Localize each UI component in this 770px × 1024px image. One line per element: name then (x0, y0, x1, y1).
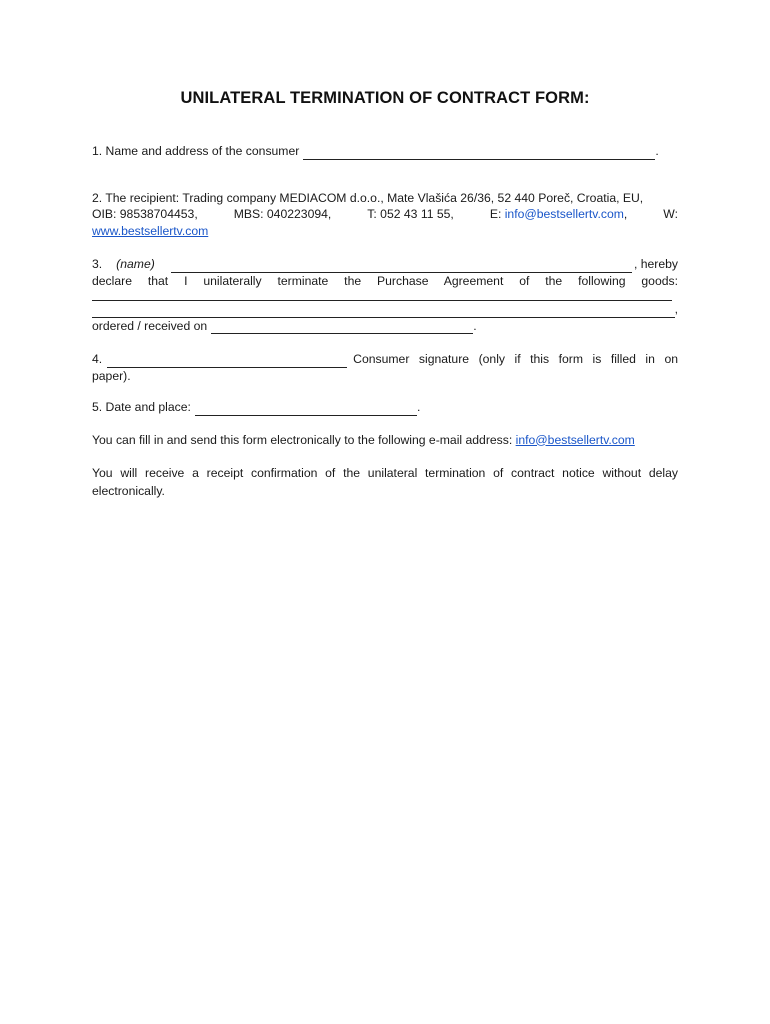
item-3-declaration (92, 256, 678, 334)
web-prefix: W: (663, 207, 678, 221)
website-link[interactable]: www.bestsellertv.com (92, 223, 209, 238)
ordered-line: ordered / received on . (92, 318, 477, 333)
recipient-line-1: 2. The recipient: Trading company MEDIACOM d.o.o., Mate Vlašića 26/36, 52 440 Poreč, Croatia, EU, (92, 190, 644, 205)
signature-line-2: paper). (92, 368, 131, 383)
item-4-signature (92, 351, 678, 384)
signature-line-1: 4. Consumer signature (only if this form is filled in on (92, 352, 678, 366)
item-5-date-place: 5. Date and place: . (92, 400, 421, 414)
declaration-line-2: declare that I unilaterally terminate the Purchase Agreement of the following goods: (92, 273, 678, 288)
ordered-date-blank[interactable] (211, 322, 473, 334)
goods-blank-1[interactable] (92, 289, 672, 301)
signature-blank[interactable] (107, 356, 347, 368)
email-link[interactable]: info@bestsellertv.com (504, 207, 624, 221)
phone: T: 052 43 11 55, (367, 207, 454, 221)
item-2-recipient (92, 190, 678, 240)
goods-blank-2[interactable] (92, 306, 675, 318)
signature-text: Consumer signature (only if this form is filled in on (353, 352, 678, 366)
ordered-label: ordered / received on (92, 318, 208, 333)
goods-line-2: , (92, 301, 678, 318)
note-receipt-confirmation: You will receive a receipt confirmation of the unilateral termination of contract notice without delay electronically. (92, 466, 678, 498)
date-place-blank[interactable] (195, 404, 417, 416)
submission-email-link[interactable]: info@bestsellertv.com (515, 432, 635, 447)
oib: OIB: 98538704453, (92, 207, 198, 221)
date-place-label: 5. Date and place: (92, 400, 191, 414)
form-body (92, 143, 678, 500)
email-group: E: info@bestsellertv.com, (489, 207, 628, 221)
item-1-consumer-name: 1. Name and address of the consumer . (92, 144, 659, 158)
name-address-blank[interactable] (303, 148, 655, 160)
note-electronic-submission: You can fill in and send this form electronically to the following e-mail address: info@bestsellertv.com (92, 432, 635, 447)
declaration-line-1: 3. (name) , hereby (92, 257, 678, 271)
hereby-text: , hereby (633, 257, 678, 271)
mbs: MBS: 040223094, (233, 207, 332, 221)
item-1-label: 1. Name and address of the consumer (92, 144, 300, 158)
recipient-line-3 (92, 223, 678, 240)
name-blank[interactable] (171, 261, 632, 273)
page-title: UNILATERAL TERMINATION OF CONTRACT FORM: (180, 89, 590, 107)
recipient-line-2 (92, 206, 678, 223)
name-label: (name) (116, 257, 155, 271)
